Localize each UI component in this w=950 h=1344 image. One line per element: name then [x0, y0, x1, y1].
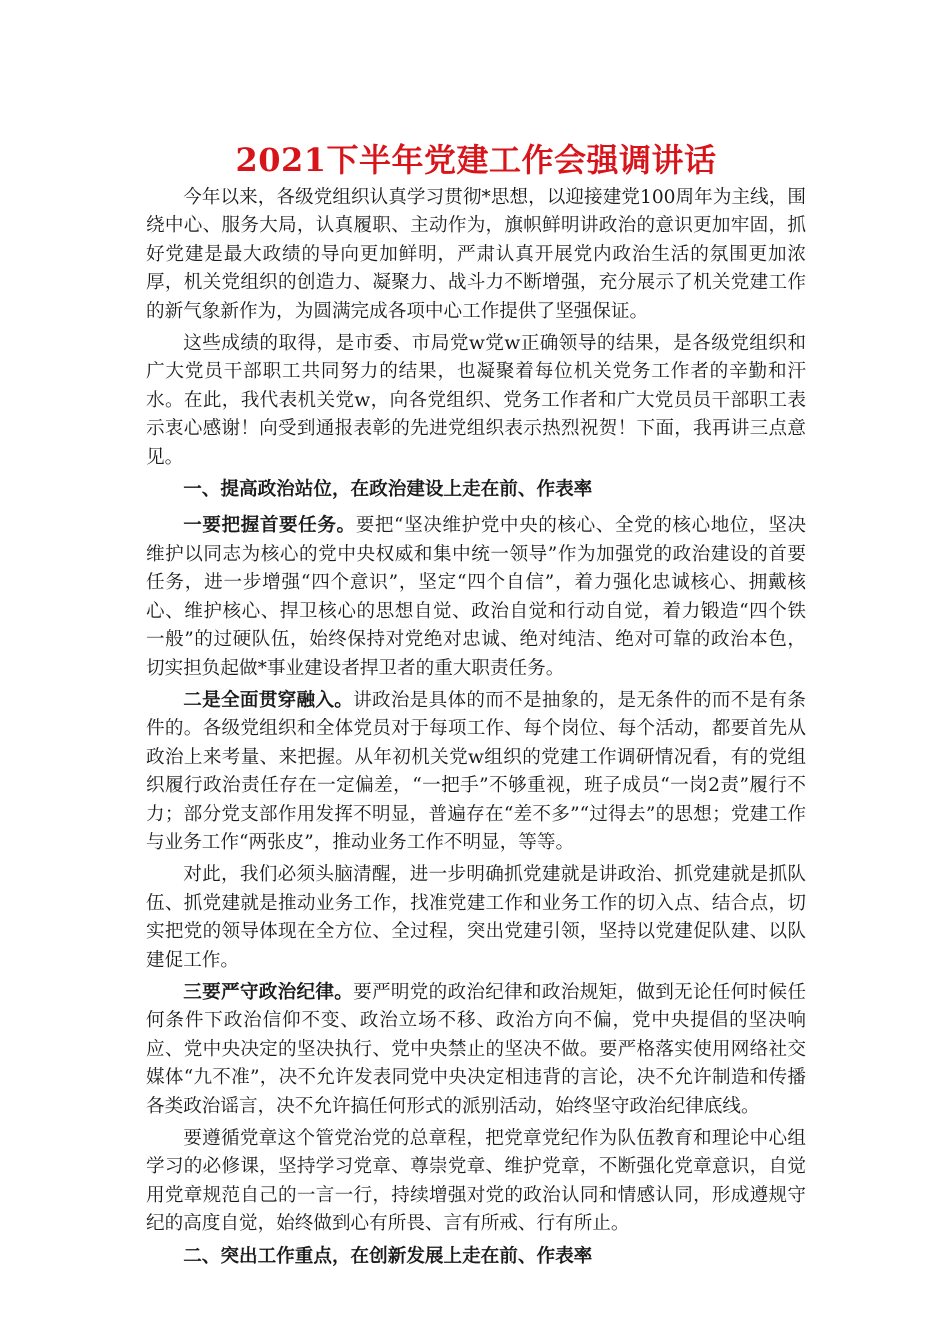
paragraph-text: 这些成绩的取得，是市委、市局党w党w正确领导的结果，是各级党组织和广大党员干部职工共同努力的结果，也凝聚着每位机关党务工作者的辛勤和汗水。在此，我代表机关党w，向各党组织、党务工作者和广大党员员干部职工表示衷心感谢！向受到通报表彰的先进党组织表示热烈祝贺！下面，我再讲三点意见。: [146, 333, 806, 468]
paragraph-point-3-followup: [146, 1125, 806, 1239]
paragraph-point-2-followup: [146, 861, 806, 975]
paragraph-text: 要遵循党章这个管党治党的总章程，把党章党纪作为队伍教育和理论中心组学习的必修课，坚持学习党章、尊崇党章、维护党章，不断强化党章意识，自觉用党章规范自己的一言一行，持续增强对党的政治认同和情感认同，形成遵规守纪的高度自觉，始终做到心有所畏、言有所戒、行有所止。: [146, 1128, 806, 1235]
paragraph-lead: 三要严守政治纪律。: [183, 981, 354, 1003]
paragraph-text: 要严明党的政治纪律和政治规矩，做到无论任何时候任何条件下政治信仰不变、政治立场不移、政治方向不偏，党中央提倡的坚决响应、党中央决定的坚决执行、党中央禁止的坚决不做。要严格落实使用网络社交媒体“九不准”，决不允许发表同党中央决定相违背的言论，决不允许制造和传播各类政治谣言，决不允许搞任何形式的派别活动，始终坚守政治纪律底线。: [146, 981, 806, 1117]
paragraph-lead: 一要把握首要任务。: [183, 515, 356, 537]
paragraph-text: 对此，我们必须头脑清醒，进一步明确抓党建就是讲政治、抓党建就是抓队伍、抓党建就是推动业务工作，找准党建工作和业务工作的切入点、结合点，切实把党的领导体现在全方位、全过程，突出党建引领，坚持以党建促队建、以队建促工作。: [146, 864, 806, 971]
document-page: [146, 138, 806, 1279]
paragraph-text: 要把“坚决维护党中央的核心、全党的核心地位，坚决维护以同志为核心的党中央权威和集中统一领导”作为加强党的政治建设的首要任务，进一步增强“四个意识”，坚定“四个自信”，着力强化忠诚核心、拥戴核心、维护核心、捍卫核心的思想自觉、政治自觉和行动自觉，着力锻造“四个铁一般”的过硬队伍，始终保持对党绝对忠诚、绝对纯洁、绝对可靠的政治本色，切实担负起做*事业建设者捍卫者的重大职责任务。: [146, 515, 806, 679]
section-heading-1: 一、提高政治站位，在政治建设上走在前、作表率: [183, 479, 593, 501]
paragraph-text: 今年以来，各级党组织认真学习贯彻*思想，以迎接建党100周年为主线，围绕中心、服务大局，认真履职、主动作为，旗帜鲜明讲政治的意识更加牢固，抓好党建是最大政绩的导向更加鲜明，严肃认真开展党内政治生活的氛围更加浓厚，机关党组织的创造力、凝聚力、战斗力不断增强，充分展示了机关党建工作的新气象新作为，为圆满完成各项中心工作提供了坚强保证。: [146, 187, 806, 322]
paragraph-point-3: [146, 979, 806, 1121]
paragraph-point-2: [146, 687, 806, 857]
paragraph-text: 讲政治是具体的而不是抽象的，是无条件的而不是有条件的。各级党组织和全体党员对于每项工作、每个岗位、每个活动，都要首先从政治上来考量、来把握。从年初机关党w组织的党建工作调研情况看，有的党组织履行政治责任存在一定偏差，“一把手”不够重视，班子成员“一岗2责”履行不力；部分党支部作用发挥不明显，普遍存在“差不多”“过得去”的思想；党建工作与业务工作“两张皮”，推动业务工作不明显，等等。: [146, 689, 806, 853]
paragraph-intro: [146, 184, 806, 326]
section-heading-2: 二、突出工作重点，在创新发展上走在前、作表率: [183, 1245, 593, 1267]
paragraph-point-1: [146, 512, 806, 682]
paragraph-thanks: [146, 330, 806, 472]
document-title: 2021下半年党建工作会强调讲话: [235, 141, 717, 179]
paragraph-lead: 二是全面贯穿融入。: [183, 689, 354, 711]
